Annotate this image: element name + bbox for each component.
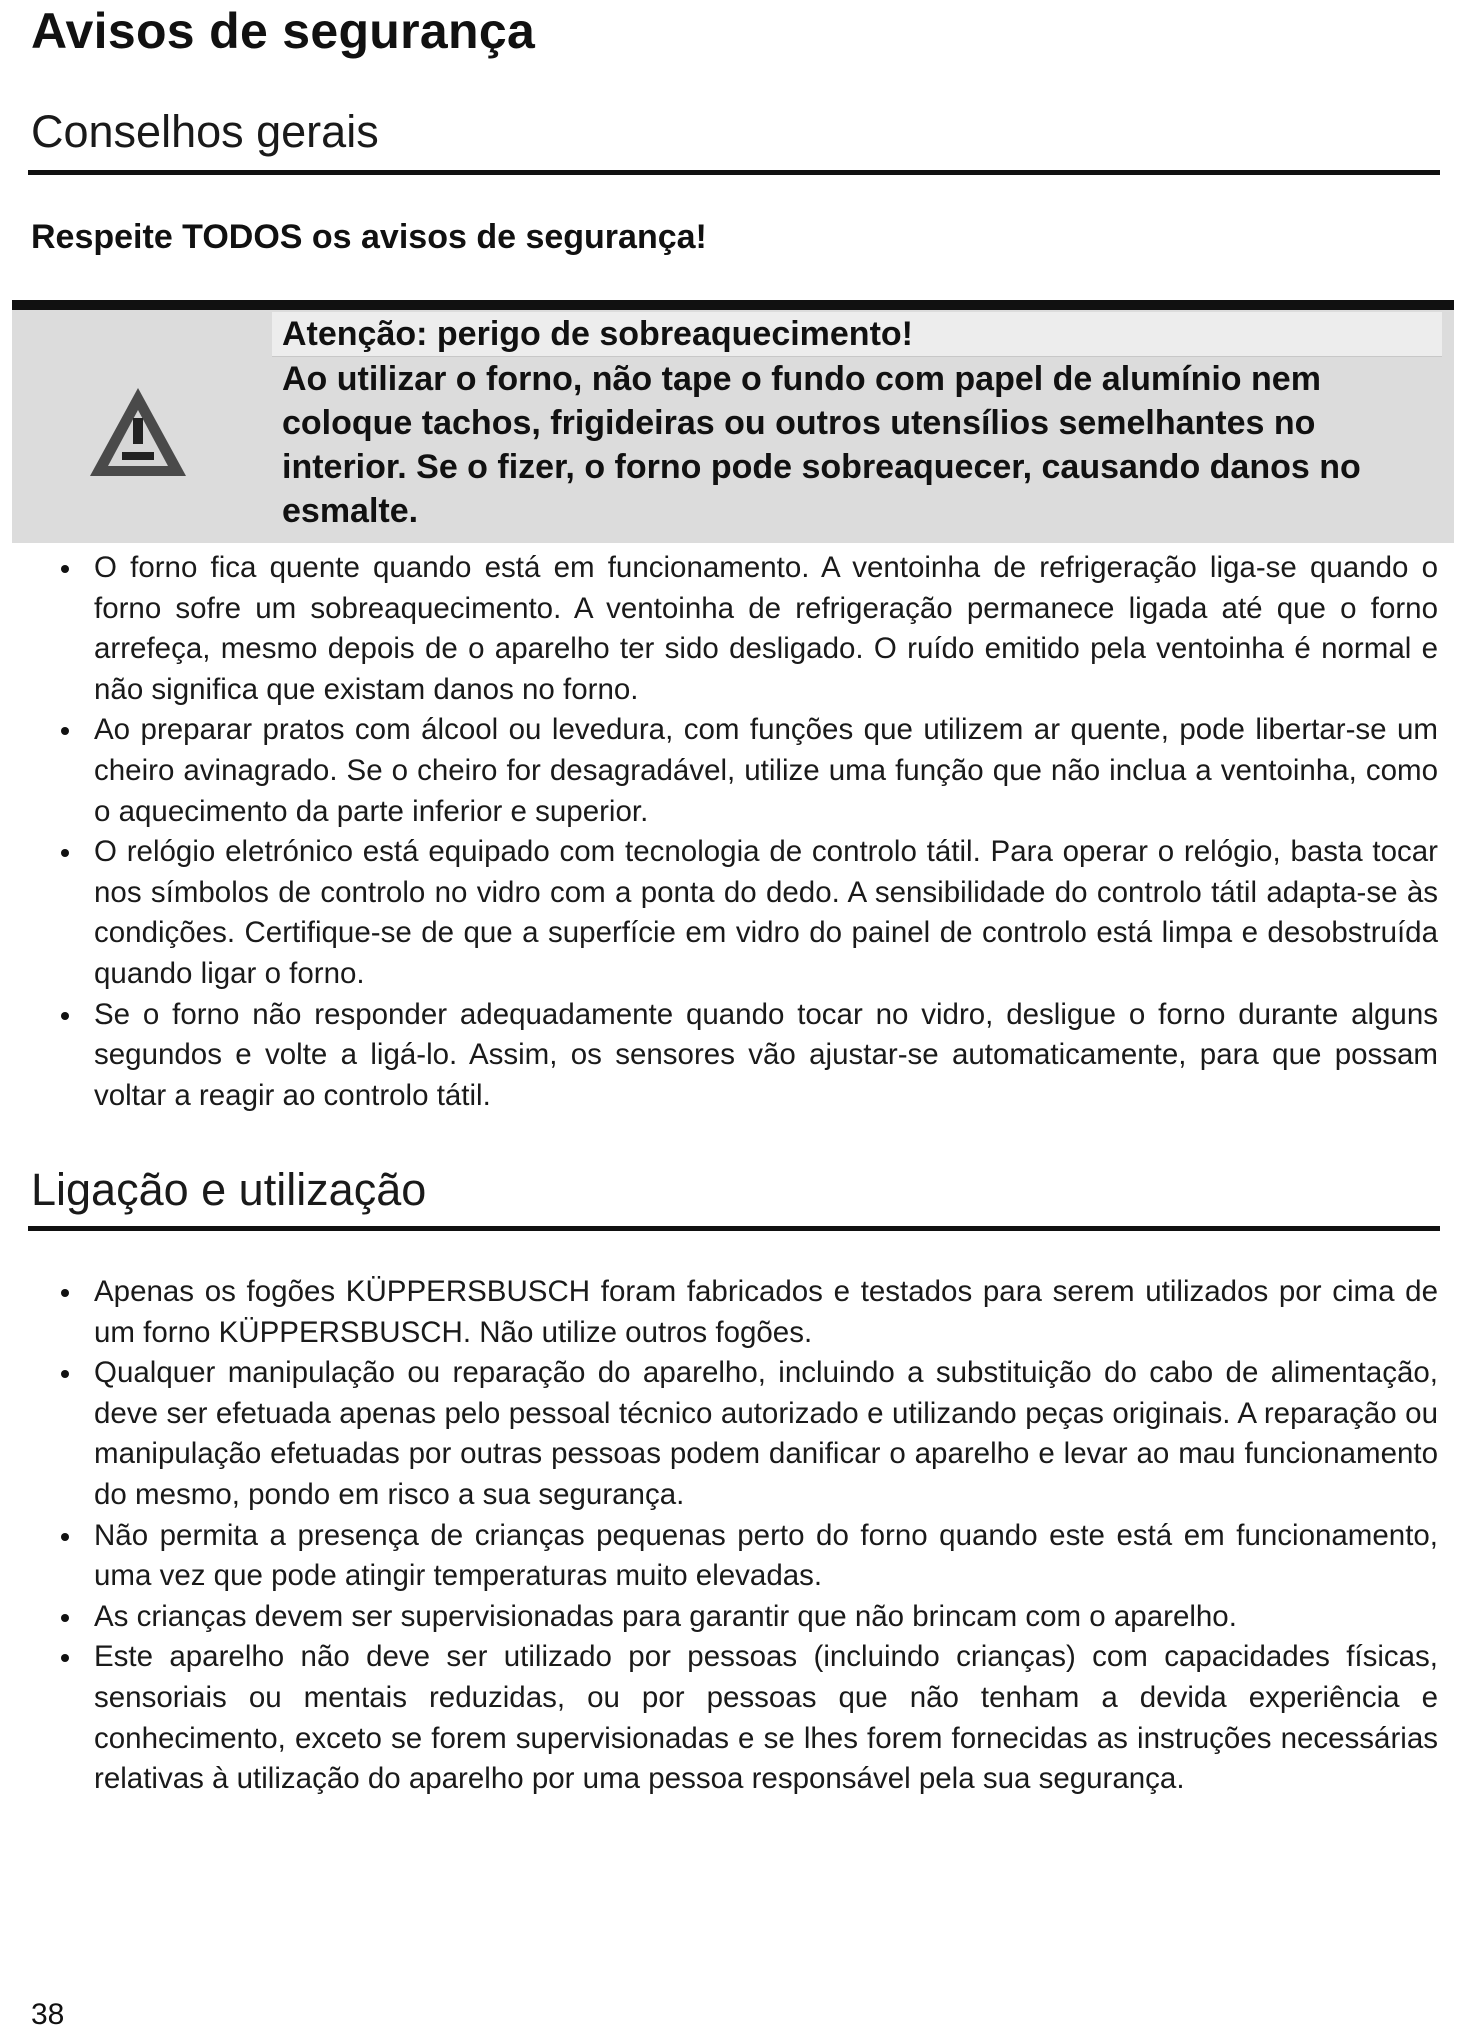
list-item: Se o forno não responder adequadamente quando tocar no vidro, desligue o forno durante alguns segundos e volte a ligá-lo. Assim, os sensores vão ajustar-se automaticamente, para que possam voltar a reagir ao controlo tátil. [58, 995, 1438, 1117]
safety-intro: Respeite TODOS os avisos de segurança! [31, 218, 707, 256]
list-item: Não permita a presença de crianças pequenas perto do forno quando este está em funcionamento, uma vez que pode atingir temperaturas muito elevadas. [58, 1516, 1438, 1597]
warning-triangle-icon [88, 386, 188, 478]
list-item: As crianças devem ser supervisionadas para garantir que não brincam com o aparelho. [58, 1597, 1438, 1638]
list-item: O relógio eletrónico está equipado com tecnologia de controlo tátil. Para operar o relógio, basta tocar nos símbolos de controlo no vidro com a ponta do dedo. A sensibilidade do controlo tátil adapta-se às condições. Certifique-se de que a superfície em vidro do painel de controlo está limpa e desobstruída quando ligar o forno. [58, 832, 1438, 994]
list-item: O forno fica quente quando está em funcionamento. A ventoinha de refrigeração liga-se quando o forno sofre um sobreaquecimento. A ventoinha de refrigeração permanece ligada até que o forno arrefeça, mesmo depois de o aparelho ter sido desligado. O ruído emitido pela ventoinha é normal e não significa que existam danos no forno. [58, 548, 1438, 710]
page-number: 38 [31, 1998, 65, 2031]
warning-heading: Atenção: perigo de sobreaquecimento! [272, 312, 1442, 357]
section-divider [28, 1226, 1440, 1231]
connection-use-list [58, 1272, 1438, 1800]
warning-body: Ao utilizar o forno, não tape o fundo com papel de alumínio nem coloque tachos, frigideiras ou outros utensílios semelhantes no interior. Se o fizer, o forno pode sobreaquecer, causando danos no esmalte. [282, 360, 1361, 530]
section-heading-connection-use: Ligação e utilização [31, 1164, 427, 1215]
overheating-warning-box [12, 300, 1454, 543]
list-item: Apenas os fogões KÜPPERSBUSCH foram fabricados e testados para serem utilizados por cima de um forno KÜPPERSBUSCH. Não utilize outros fogões. [58, 1272, 1438, 1353]
general-advice-list [58, 548, 1438, 1116]
warning-text [282, 312, 1442, 533]
list-item: Qualquer manipulação ou reparação do aparelho, incluindo a substituição do cabo de alimentação, deve ser efetuada apenas pelo pessoal técnico autorizado e utilizando peças originais. A reparação ou manipulação efetuadas por outras pessoas podem danificar o aparelho e levar ao mau funcionamento do mesmo, pondo em risco a sua segurança. [58, 1353, 1438, 1515]
section-divider [28, 170, 1440, 175]
section-heading-general-advice: Conselhos gerais [31, 106, 379, 157]
list-item: Este aparelho não deve ser utilizado por pessoas (incluindo crianças) com capacidades físicas, sensoriais ou mentais reduzidas, ou por pessoas que não tenham a devida experiência e conhecimento, exceto se forem supervisionadas e se lhes forem fornecidas as instruções necessárias relativas à utilização do aparelho por uma pessoa responsável pela sua segurança. [58, 1637, 1438, 1799]
page-title: Avisos de segurança [31, 3, 536, 59]
list-item: Ao preparar pratos com álcool ou levedura, com funções que utilizem ar quente, pode libertar-se um cheiro avinagrado. Se o cheiro for desagradável, utilize uma função que não inclua a ventoinha, como o aquecimento da parte inferior e superior. [58, 710, 1438, 832]
